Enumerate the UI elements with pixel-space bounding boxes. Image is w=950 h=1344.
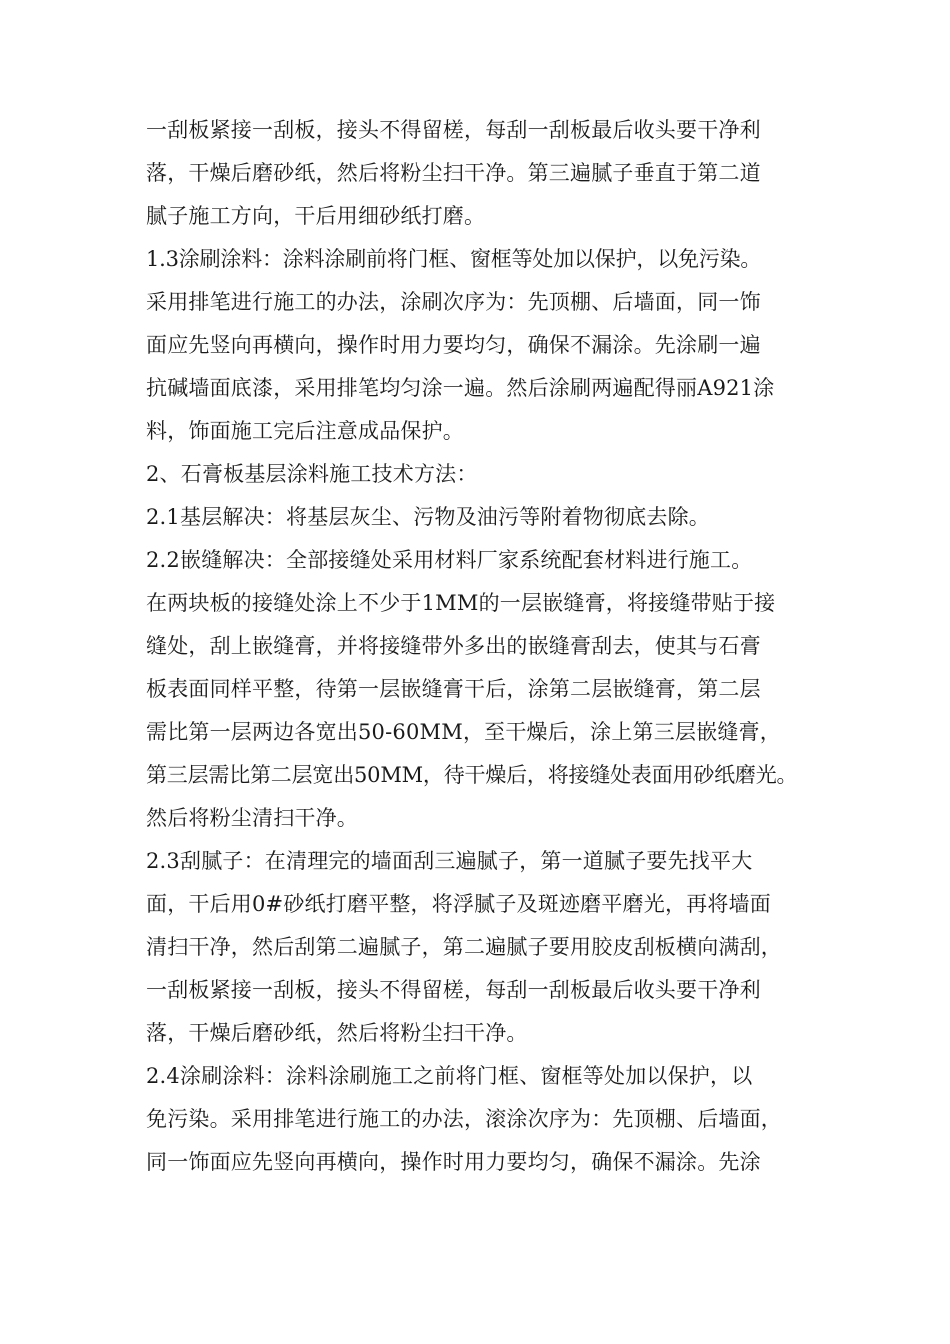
text-line: 腻子施工方向，干后用细砂纸打磨。 [146, 204, 486, 228]
text-line: 采用排笔进行施工的办法，涂刷次序为：先顶棚、后墙面，同一饰 [146, 290, 761, 314]
text-line: 需比第一层两边各宽出50-60MM，至干燥后，涂上第三层嵌缝膏， [146, 720, 781, 744]
text-line: 面，干后用0#砂纸打磨平整，将浮腻子及斑迹磨平磨光，再将墙面 [146, 892, 771, 916]
text-line: 免污染。采用排笔进行施工的办法，滚涂次序为：先顶棚、后墙面， [146, 1107, 782, 1131]
text-line: 落，干燥后磨砂纸，然后将粉尘扫干净。第三遍腻子垂直于第二道 [146, 161, 761, 185]
text-line: 2.3刮腻子：在清理完的墙面刮三遍腻子，第一道腻子要先找平大 [146, 849, 753, 873]
text-line: 清扫干净，然后刮第二遍腻子，第二遍腻子要用胶皮刮板横向满刮， [146, 935, 782, 959]
text-line: 面应先竖向再横向，操作时用力要均匀，确保不漏涂。先涂刷一遍 [146, 333, 761, 357]
text-line: 2.1基层解决：将基层灰尘、污物及油污等附着物彻底去除。 [146, 505, 710, 529]
text-line: 2.2嵌缝解决：全部接缝处采用材料厂家系统配套材料进行施工。 [146, 548, 753, 572]
text-line: 2.4涂刷涂料：涂料涂刷施工之前将门框、窗框等处加以保护，以 [146, 1064, 753, 1088]
text-line: 缝处，刮上嵌缝膏，并将接缝带外多出的嵌缝膏刮去，使其与石膏 [146, 634, 761, 658]
text-line: 1.3涂刷涂料：涂料涂刷前将门框、窗框等处加以保护，以免污染。 [146, 247, 762, 271]
text-line: 在两块板的接缝处涂上不少于1MM的一层嵌缝膏，将接缝带贴于接 [146, 591, 776, 615]
section-heading: 2、石膏板基层涂料施工技术方法： [146, 462, 478, 486]
text-line: 第三层需比第二层宽出50MM，待干燥后，将接缝处表面用砂纸磨光。 [146, 763, 798, 787]
text-line: 同一饰面应先竖向再横向，操作时用力要均匀，确保不漏涂。先涂 [146, 1150, 761, 1174]
text-line: 板表面同样平整，待第一层嵌缝膏干后，涂第二层嵌缝膏，第二层 [146, 677, 761, 701]
text-line: 一刮板紧接一刮板，接头不得留槎，每刮一刮板最后收头要干净利 [146, 978, 761, 1002]
text-line: 落，干燥后磨砂纸，然后将粉尘扫干净。 [146, 1021, 528, 1045]
text-line: 然后将粉尘清扫干净。 [146, 806, 358, 830]
text-line: 一刮板紧接一刮板，接头不得留槎，每刮一刮板最后收头要干净利 [146, 118, 761, 142]
text-line: 抗碱墙面底漆，采用排笔均匀涂一遍。然后涂刷两遍配得丽A921涂 [146, 376, 775, 400]
text-line: 料，饰面施工完后注意成品保护。 [146, 419, 464, 443]
